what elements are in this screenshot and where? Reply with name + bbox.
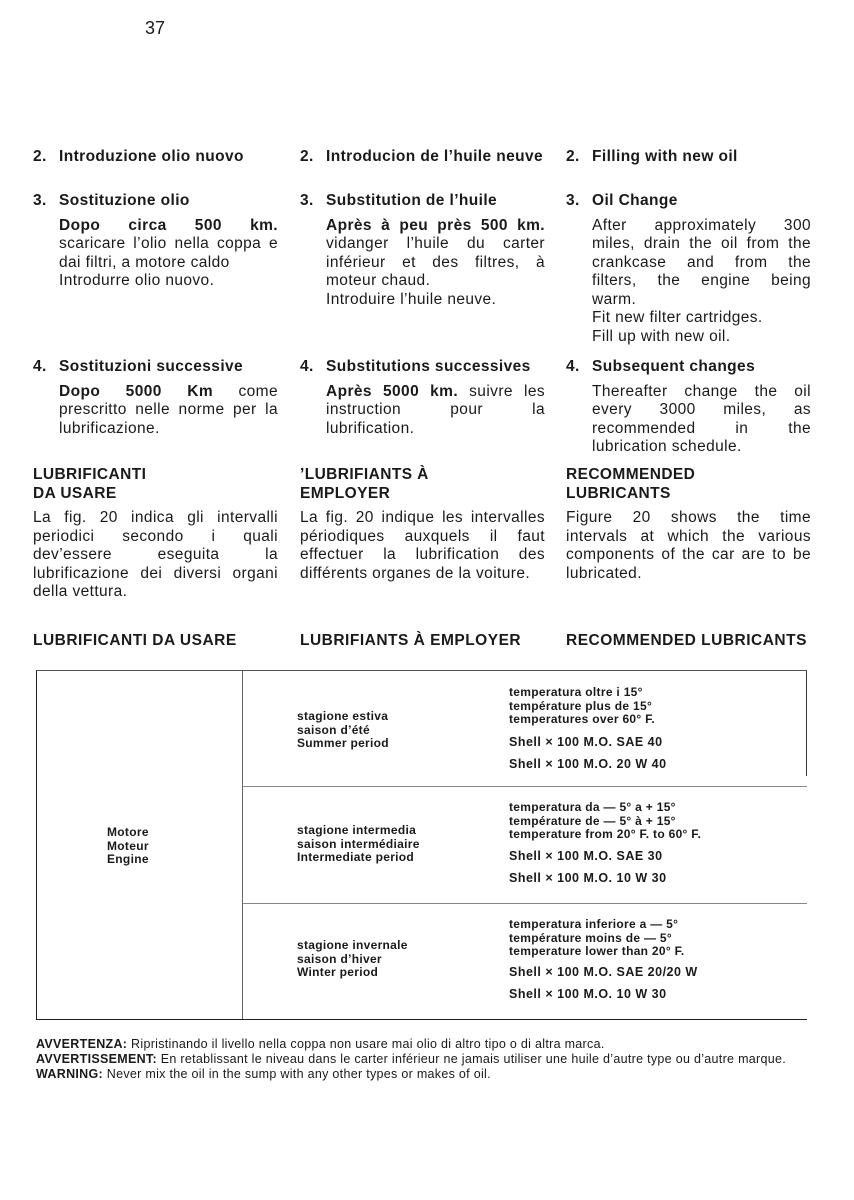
temperature-summer: temperatura oltre i 15° température plus de 15° temperatures over 60° F. (509, 685, 656, 726)
table-title-french: LUBRIFIANTS À EMPLOYER (300, 632, 522, 649)
section-4: 4. Subsequent changes Thereafter change the oil every 3000 miles, as recommended in the lubrication schedule. (566, 358, 811, 455)
oil-spec: Shell × 100 M.O. SAE 40 (509, 735, 663, 749)
lubricants-section: ’LUBRIFIANTS À EMPLOYER La fig. 20 indique les intervalles périodiques auxquels il faut effectuer la lubrification des différents organes de la voiture. (300, 466, 545, 582)
section-2-heading: 2. Introducion de l’huile neuve (300, 148, 544, 165)
oil-spec: Shell × 100 M.O. 10 W 30 (509, 987, 667, 1001)
row-separator (243, 903, 807, 904)
lubricants-table (36, 670, 807, 1020)
table-title-italian: LUBRIFICANTI DA USARE (33, 632, 237, 649)
component-engine: Motore Moteur Engine (107, 825, 149, 866)
warning-english: WARNING: Never mix the oil in the sump with any other types or makes of oil. (36, 1067, 491, 1081)
temperature-intermediate: temperatura da — 5° a + 15° température de — 5° à + 15° temperature from 20° F. to 60° F. (509, 800, 702, 841)
section-3: 3. Substitution de l’huile Après à peu près 500 km. vidanger l’huile du carter inférieur et des filtres, à moteur chaud. Introduire l’huile neuve. (300, 192, 545, 308)
oil-spec: Shell × 100 M.O. 10 W 30 (509, 871, 667, 885)
table-title-english: RECOMMENDED LUBRICANTS (566, 632, 807, 649)
temperature-winter: temperatura inferiore a — 5° température moins de — 5° temperature lower than 20° F. (509, 917, 685, 958)
oil-spec: Shell × 100 M.O. SAE 20/20 W (509, 965, 698, 979)
season-intermediate: stagione intermedia saison intermédiaire Intermediate period (297, 823, 420, 864)
oil-spec: Shell × 100 M.O. 20 W 40 (509, 757, 667, 771)
season-winter: stagione invernale saison d’hiver Winter period (297, 938, 408, 979)
page-number: 37 (145, 18, 166, 38)
section-3: 3. Sostituzione olio Dopo circa 500 km. scaricare l’olio nella coppa e dai filtri, a motore caldo Introdurre olio nuovo. (33, 192, 278, 289)
warnings (36, 1037, 814, 1082)
season-summer: stagione estiva saison d’été Summer period (297, 709, 389, 750)
warning-italian: AVVERTENZA: Ripristinando il livello nella coppa non usare mai olio di altro tipo o di altra marca. (36, 1037, 605, 1051)
row-separator (243, 786, 807, 787)
oil-spec: Shell × 100 M.O. SAE 30 (509, 849, 663, 863)
section-2-heading: 2. Introduzione olio nuovo (33, 148, 244, 165)
lubricants-section: LUBRIFICANTI DA USARE La fig. 20 indica gli intervalli periodici secondo i quali dev’essere eseguita la lubrificazione dei diversi organi della vettura. (33, 466, 278, 600)
section-2-heading: 2. Filling with new oil (566, 148, 738, 165)
section-4: 4. Substitutions successives Après 5000 km. suivre les instruction pour la lubrification. (300, 358, 545, 437)
section-3: 3. Oil Change After approximately 300 miles, drain the oil from the crankcase and from the filters, the engine being warm. Fit new filter cartridges. Fill up with new oil. (566, 192, 811, 345)
warning-french: AVVERTISSEMENT: En retablissant le niveau dans le carter inférieur ne jamais utiliser une huile d’autre type ou d’autre marque. (36, 1052, 787, 1066)
table-right-border (806, 671, 807, 776)
table-divider (242, 671, 243, 1019)
lubricants-section: RECOMMENDED LUBRICANTS Figure 20 shows the time intervals at which the various components of the car are to be lubricated. (566, 466, 811, 582)
section-4: 4. Sostituzioni successive Dopo 5000 Km come prescritto nelle norme per la lubrificazione. (33, 358, 278, 437)
